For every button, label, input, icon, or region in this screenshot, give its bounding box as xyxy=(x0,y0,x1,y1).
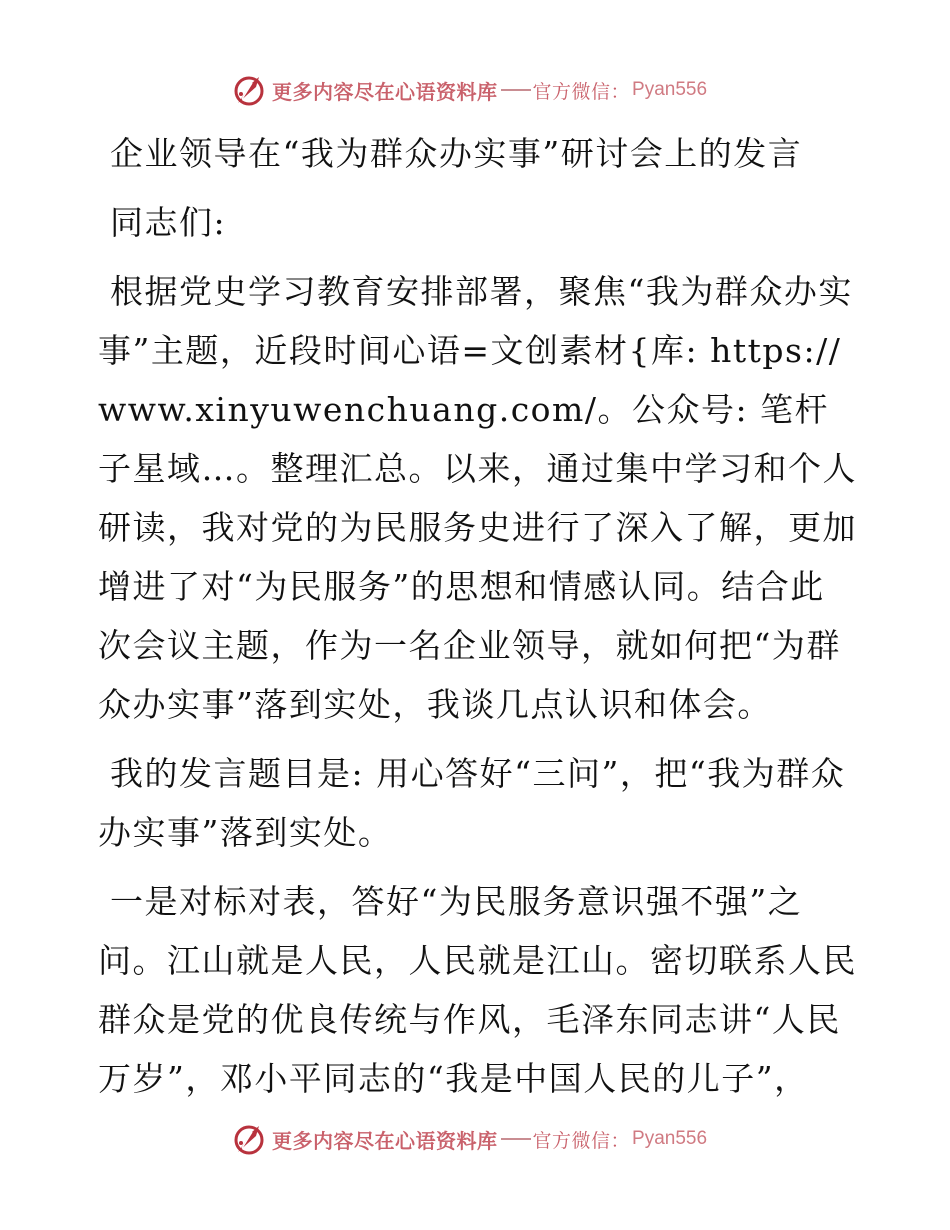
footer-banner xyxy=(232,1121,707,1157)
banner-text: 更多内容尽在心语资料库 xyxy=(272,1128,498,1153)
paragraph-2: 我的发言题目是: 用心答好“三问”，把“我为群众办实事”落到实处。 xyxy=(98,754,846,852)
paragraph-3: 一是对标对表，答好“为民服务意识强不强”之问。江山就是人民，人民就是江山。密切联系人民群众是党的优良传统与作风，毛泽东同志讲“人民万岁”，邓小平同志的“我是中国人民的儿子”， xyxy=(98,882,857,1098)
quill-logo-icon xyxy=(232,73,266,107)
banner-wechat-label: 官方微信： xyxy=(532,1129,631,1152)
document-body xyxy=(98,124,858,1118)
document-title: 企业领导在“我为群众办实事”研讨会上的发言 xyxy=(110,134,803,173)
banner-dash xyxy=(501,1138,531,1140)
banner-wechat-label: 官方微信： xyxy=(532,80,631,103)
banner-wechat-id: Pyan556 xyxy=(632,1128,708,1149)
banner-wechat-id: Pyan556 xyxy=(632,79,708,100)
banner-dash xyxy=(501,89,531,91)
paragraph-1: 根据党史学习教育安排部署，聚焦“我为群众办实事”主题，近段时间心语=文创素材{库: https://www.xinyuwenchuang.com/。公众号: 笔杆子星域…。整理汇总。以来，通过集中学习和个人研读，我对党的为民服务史进行了深入了解，更加增进了对“为民服务”的思想和情感认同。结合此次会议主题，作为一名企业领导，就如何把“为群众办实事”落到实处，我谈几点认识和体会。 xyxy=(98,272,857,724)
banner-text: 更多内容尽在心语资料库 xyxy=(272,79,498,104)
header-banner xyxy=(232,72,707,108)
salutation: 同志们: xyxy=(110,203,227,242)
quill-logo-icon xyxy=(232,1122,266,1156)
